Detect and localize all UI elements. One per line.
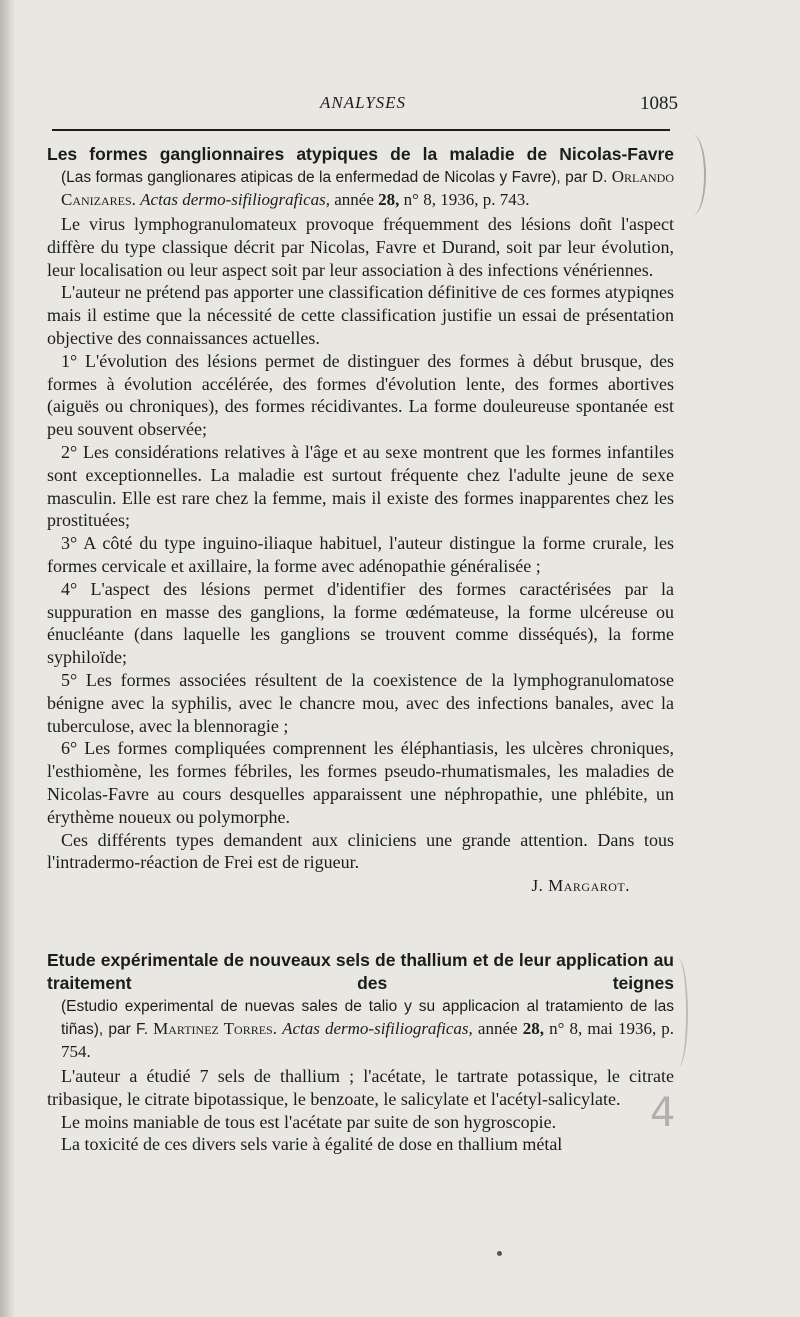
ink-speck bbox=[497, 1251, 502, 1256]
article-reference bbox=[47, 995, 674, 1063]
paragraph: 5° Les formes associées résultent de la coexistence de la lymphogranulomatose bénigne avec la syphilis, avec le chancre mou, avec des infections banales, avec la tuberculose, avec la blennoragie ; bbox=[47, 669, 674, 736]
paragraph: 1° L'évolution des lésions permet de distinguer des formes à début brusque, des formes à évolution accélérée, des formes d'évolution lente, des formes abortives (aiguës ou chroniques), des formes récidivantes. La forme douleureuse spontanée est peu souvent observée; bbox=[47, 350, 674, 440]
paragraph: Le virus lymphogranulomateux provoque fréquemment des lésions doñt l'aspect diffère du type classique décrit par Nicolas, Favre et Durand, soit par leur évolution, leur localisation ou leur aspect soit par leur association à des infections vénériennes. bbox=[47, 214, 674, 280]
pencil-bracket-mark bbox=[668, 958, 688, 1068]
article-reference bbox=[47, 166, 674, 211]
original-title: (Estudio experimental de nuevas sales de talio y su applicacion al tratamiento de las tiñas), par F. bbox=[61, 998, 674, 1038]
article-title: Les formes ganglionnaires atypiques de la maladie de Nicolas-Favre bbox=[47, 144, 674, 164]
article-title: Etude expérimentale de nouveaux sels de thallium et de leur application au traitement des teignes bbox=[47, 950, 674, 993]
paragraph: 2° Les considérations relatives à l'âge et au sexe montrent que les formes infantiles sont exceptionnelles. La maladie est surtout fréquente chez l'adulte jeune de sexe masculin. Elle est rare chez la femme, mais il existe des formes inapparentes chez les prostituées; bbox=[47, 441, 674, 531]
article-thallium bbox=[47, 949, 674, 1156]
ref-volume: 28, bbox=[522, 1019, 544, 1038]
paragraph: Ces différents types demandent aux cliniciens une grande attention. Dans tous l'intradermo-réaction de Frei est de rigueur. bbox=[47, 829, 674, 873]
paragraph: 3° A côté du type inguino-iliaque habituel, l'auteur distingue la forme crurale, les formes cervicale et axillaire, la forme avec adénopathie généralisée ; bbox=[47, 533, 674, 576]
article-nicolas-favre bbox=[47, 143, 674, 898]
author-name: Orlando Canizares. bbox=[61, 167, 674, 209]
original-title: (Las formas ganglionares atipicas de la enfermedad de Nicolas y Favre), par D. bbox=[61, 169, 608, 186]
ref-year-label: année bbox=[334, 190, 374, 209]
page-binding-shadow bbox=[0, 0, 16, 1317]
paragraph: L'auteur a étudié 7 sels de thallium ; l'acétate, le tartrate potassique, le citrate tribasique, le citrate bipotassique, le benzoate, le salicylate et l'acétyl-salicylate. bbox=[47, 1066, 674, 1109]
ref-details: n° 8, mai 1936, p. 754. bbox=[61, 1019, 675, 1061]
page-number: 1085 bbox=[640, 93, 678, 114]
paragraph: 4° L'aspect des lésions permet d'identifier des formes caractérisées par la suppuration en masse des ganglions, la forme œdémateuse, la forme ulcéreuse ou énucléante (dans laquelle les ganglions se trouvent comme disséqués), la forme syphiloïde; bbox=[47, 578, 674, 668]
page-header bbox=[48, 93, 678, 123]
journal-name: Actas dermo-sifiliograficas, bbox=[140, 190, 330, 209]
paragraph: Le moins maniable de tous est l'acétate par suite de son hygroscopie. bbox=[61, 1111, 557, 1132]
header-rule bbox=[52, 129, 670, 131]
pencil-bracket-mark bbox=[680, 135, 706, 215]
running-head: ANALYSES bbox=[319, 93, 407, 112]
author-signature: J. Margarot. bbox=[531, 876, 630, 896]
journal-name: Actas dermo-sifiliograficas, bbox=[282, 1019, 473, 1038]
paragraph: L'auteur ne prétend pas apporter une classification définitive de ces formes atypiqnes mais il estime que la nécessité de cette classification justifie un essai de présentation objective des connaissances actuelles. bbox=[47, 282, 674, 348]
ref-details: n° 8, 1936, p. 743. bbox=[403, 190, 530, 209]
ref-volume: 28, bbox=[378, 190, 400, 209]
paragraph: 6° Les formes compliquées comprennent les éléphantiasis, les ulcères chroniques, l'esthiomène, les formes fébriles, les formes pseudo-rhumatismales, les maladies de Nicolas-Favre au cours desquelles apparaissent une néphropathie, une phlébite, un érythème noueux ou polymorphe. bbox=[47, 738, 674, 827]
handwritten-margin-note: 4 bbox=[650, 1090, 676, 1136]
paragraph: La toxicité de ces divers sels varie à égalité de dose en thallium métal bbox=[61, 1134, 563, 1155]
author-name: Martinez Torres. bbox=[153, 1019, 277, 1038]
ref-year-label: année bbox=[477, 1019, 518, 1038]
